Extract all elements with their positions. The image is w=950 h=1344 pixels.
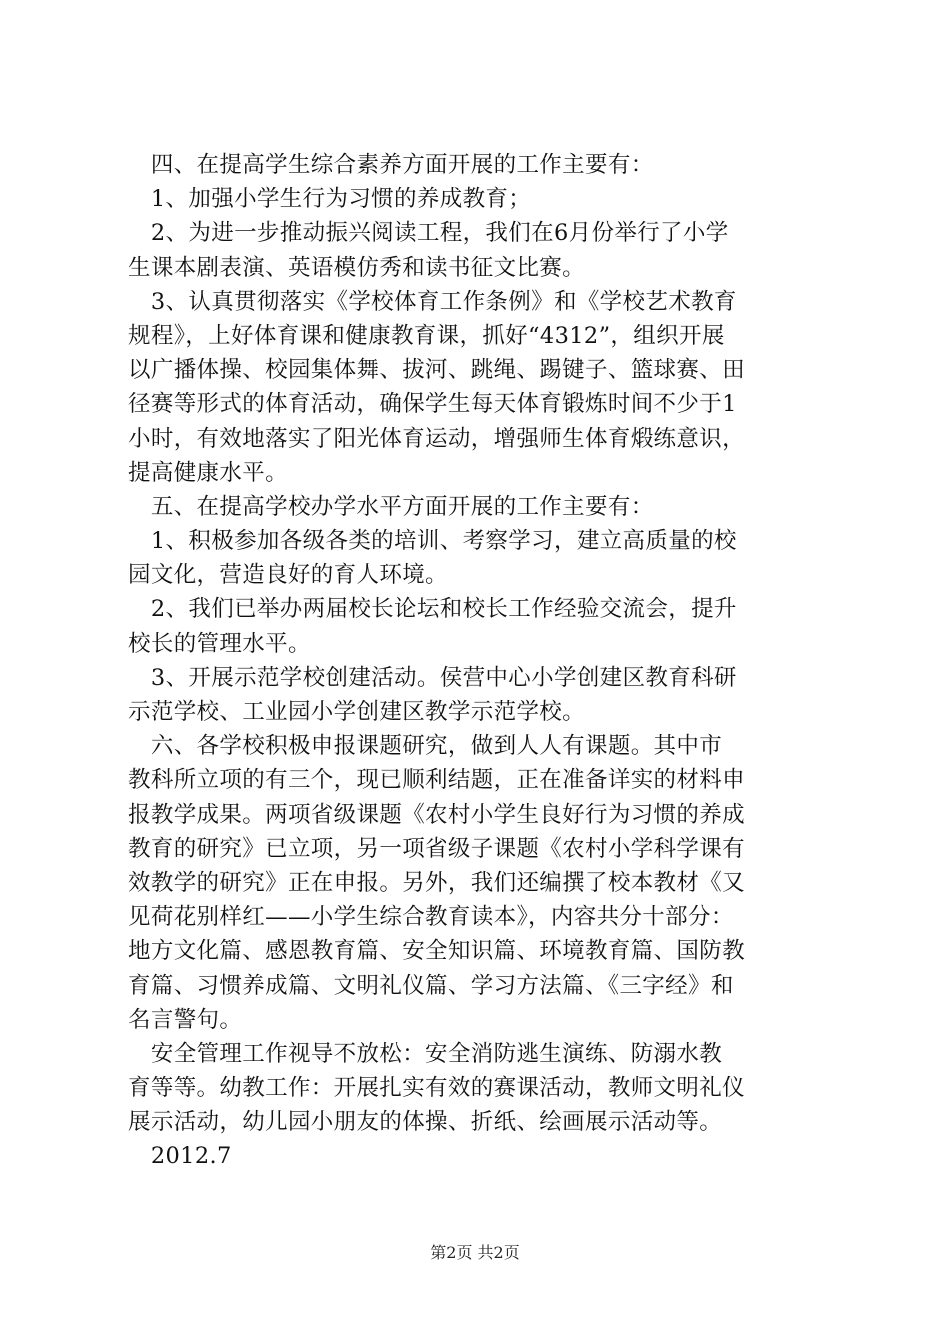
text-line: 六、各学校积极申报课题研究，做到人人有课题。其中市 — [128, 733, 723, 760]
document-body — [128, 148, 828, 1174]
text-line: 名言警句。 — [128, 1006, 243, 1033]
text-line: 五、在提高学校办学水平方面开展的工作主要有： — [128, 493, 654, 520]
text-line: 3、开展示范学校创建活动。侯营中心小学创建区教育科研 — [128, 664, 737, 691]
text-line: 育篇、习惯养成篇、文明礼仪篇、学习方法篇、《三字经》和 — [128, 972, 734, 999]
text-line: 报教学成果。两项省级课题《农村小学生良好行为习惯的养成 — [128, 801, 745, 828]
text-line: 校长的管理水平。 — [128, 630, 311, 657]
text-line: 以广播体操、校园集体舞、拔河、跳绳、踢键子、篮球赛、田 — [128, 357, 745, 384]
text-line: 2、为进一步推动振兴阅读工程，我们在6月份举行了小学 — [128, 220, 729, 247]
text-line: 1、加强小学生行为习惯的养成教育； — [128, 186, 532, 213]
text-line: 四、在提高学生综合素养方面开展的工作主要有： — [128, 152, 654, 178]
text-line: 安全管理工作视导不放松：安全消防逃生演练、防溺水教 — [128, 1040, 723, 1067]
page-number: 第2页 共2页 — [430, 1243, 520, 1262]
page-footer — [0, 1243, 950, 1263]
text-line: 示范学校、工业园小学创建区教学示范学校。 — [128, 699, 586, 725]
text-line: 教育的研究》已立项，另一项省级子课题《农村小学科学课有 — [128, 835, 745, 862]
text-line: 生课本剧表演、英语模仿秀和读书征文比赛。 — [128, 254, 586, 281]
text-line: 2、我们已举办两届校长论坛和校长工作经验交流会，提升 — [128, 596, 737, 623]
text-line: 展示活动，幼儿园小朋友的体操、折纸、绘画展示活动等。 — [128, 1109, 723, 1136]
text-line: 径赛等形式的体育活动，确保学生每天体育锻炼时间不少于1 — [128, 391, 737, 418]
text-line: 地方文化篇、感恩教育篇、安全知识篇、环境教育篇、国防教 — [128, 938, 745, 965]
text-line: 见荷花别样红——小学生综合教育读本》，内容共分十部分： — [128, 904, 734, 931]
text-line: 教科所立项的有三个，现已顺利结题，正在准备详实的材料申 — [128, 767, 745, 794]
date-line: 2012.7 — [128, 1143, 232, 1170]
text-line: 园文化，营造良好的育人环境。 — [128, 562, 448, 589]
text-line: 育等等。幼教工作：开展扎实有效的赛课活动，教师文明礼仪 — [128, 1075, 745, 1102]
text-line: 规程》，上好体育课和健康教育课，抓好“4312”，组织开展 — [128, 322, 725, 349]
text-line: 1、积极参加各级各类的培训、考察学习，建立高质量的校 — [128, 528, 737, 555]
text-line: 提高健康水平。 — [128, 459, 288, 486]
text-line: 效教学的研究》正在申报。另外，我们还编撰了校本教材《又 — [128, 869, 745, 896]
text-line: 小时，有效地落实了阳光体育运动，增强师生体育煅练意识， — [128, 425, 745, 452]
text-line: 3、认真贯彻落实《学校体育工作条例》和《学校艺术教育 — [128, 288, 737, 315]
